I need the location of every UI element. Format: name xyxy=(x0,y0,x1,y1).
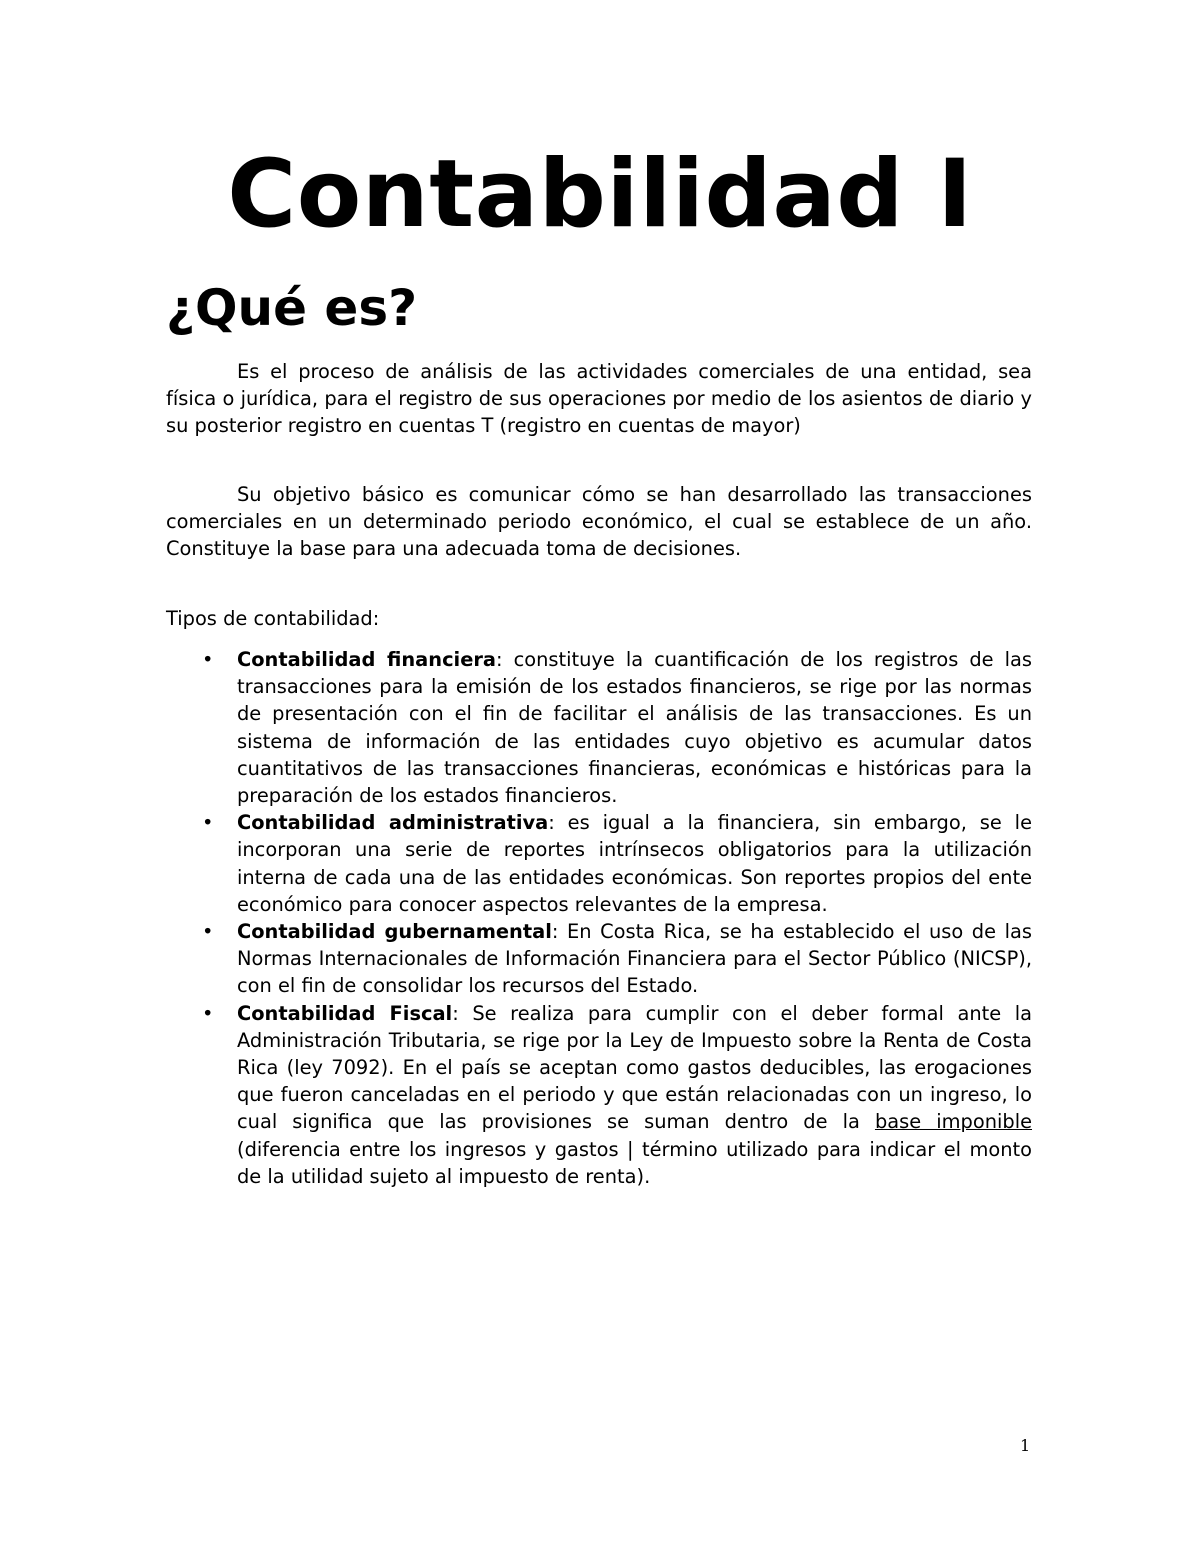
type-description: : constituye la cuantificación de los registros de las transacciones para la emisión de los estados financieros, se rige por las normas de presentación con el fin de facilitar el análisis de las transacciones. Es un sistema de información de las entidades cuyo objetivo es acumular datos cuantitativos de las transacciones financieras, económicas e históricas para la preparación de los estados financieros. xyxy=(237,648,1032,808)
list-item xyxy=(166,809,1032,918)
type-description: : es igual a la financiera, sin embargo, se le incorporan una serie de reportes intrínsecos obligatorios para la utilización interna de cada una de las entidades económicas. Son reportes propios del ente económico para conocer aspectos relevantes de la empresa. xyxy=(237,811,1032,916)
page-number: 1 xyxy=(1020,1436,1031,1455)
type-term: Contabilidad gubernamental xyxy=(237,920,552,944)
bullet-icon: • xyxy=(202,1001,214,1025)
bullet-icon: • xyxy=(202,648,214,671)
list-item xyxy=(166,918,1032,1000)
paragraph-objective: Su objetivo básico es comunicar cómo se han desarrollado las transacciones comerciales en un determinado periodo económico, el cual se establece de un año. Constituye la base para una adecuada toma de decisiones. xyxy=(166,483,1032,561)
type-term: Contabilidad administrativa xyxy=(237,811,549,835)
document-title: Contabilidad I xyxy=(227,140,973,249)
base-imponible-link[interactable]: base imponible xyxy=(874,1110,1033,1134)
section-heading: ¿Qué es? xyxy=(166,279,418,337)
types-list xyxy=(166,646,1032,1190)
type-term: Contabilidad Fiscal xyxy=(237,1001,453,1025)
type-description: : Se realiza para cumplir con el deber formal ante la Administración Tributaria, se rige por la Ley de Impuesto sobre la Renta de Costa Rica (ley 7092). En el país se aceptan como gastos deducibles, las erogaciones que fueron canceladas en el periodo y que están relacionadas con un ingreso, lo cual significa que las provisiones se suman dentro de la xyxy=(237,1001,1032,1134)
list-item xyxy=(166,1000,1032,1190)
type-description: : En Costa Rica, se ha establecido el uso de las Normas Internacionales de Información Financiera para el Sector Público (NICSP), con el fin de consolidar los recursos del Estado. xyxy=(237,920,1032,998)
paragraph-types-intro: Tipos de contabilidad: xyxy=(166,607,380,630)
type-description-continued: (diferencia entre los ingresos y gastos | término utilizado para indicar el monto de la utilidad sujeto al impuesto de renta). xyxy=(237,1137,1032,1188)
type-term: Contabilidad financiera xyxy=(237,648,497,671)
paragraph-definition: Es el proceso de análisis de las actividades comerciales de una entidad, sea física o jurídica, para el registro de sus operaciones por medio de los asientos de diario y su posterior registro en cuentas T (registro en cuentas de mayor) xyxy=(166,360,1032,438)
bullet-icon: • xyxy=(202,811,214,835)
bullet-icon: • xyxy=(202,920,214,944)
list-item xyxy=(166,646,1032,809)
